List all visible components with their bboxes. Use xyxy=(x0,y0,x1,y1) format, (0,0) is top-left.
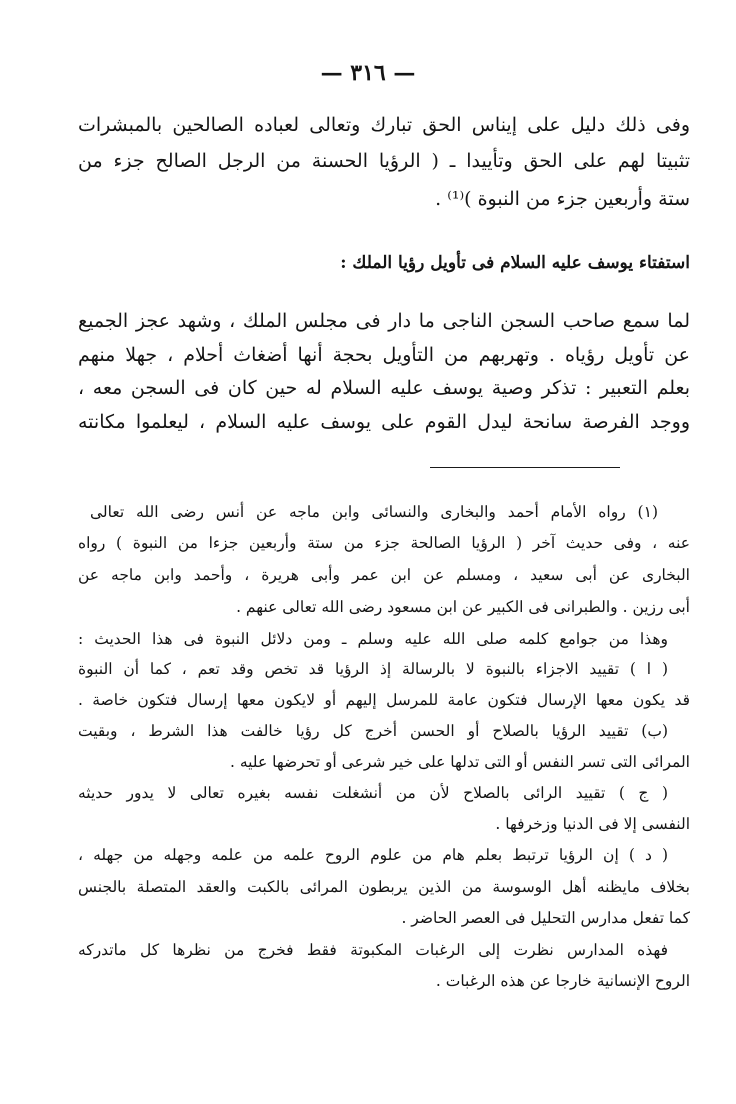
footnote-line: فهذه المدارس نظرت إلى الرغبات المكبوتة فقط فخرج من نظرها كل ماتدركه xyxy=(78,941,668,959)
body-line: ووجد الفرصة سانحة ليدل القوم على يوسف عليه السلام ، ليعلموا مكانته xyxy=(78,411,690,433)
page-number: — ٣١٦ — xyxy=(320,60,416,86)
footnote-line: المرائى التى تسر النفس أو التى تدلها على خير شرعى أو تحرضها عليه . xyxy=(229,753,690,771)
footnote-line: قد يكون معها الإرسال فتكون عامة للمرسل إليهم أو لايكون معها إرسال فتكون خاصة . xyxy=(78,691,690,709)
footnote-line: أبى رزين . والطبرانى فى الكبير عن ابن مسعود رضى الله تعالى عنهم . xyxy=(236,598,690,616)
body-line: لما سمع صاحب السجن الناجى ما دار فى مجلس الملك ، وشهد عجز الجميع xyxy=(78,310,690,332)
footnote-line: بخلاف مايظنه أهل الوسوسة من الذين يربطون المرائى بالكبت والعقد المتصلة بالجنس xyxy=(78,878,690,896)
footnote-separator xyxy=(430,467,620,468)
footnote-line: ( ج ) تقييد الرائى بالصلاح لأن من أنشغلت نفسه بغيره تعالى لا يدور حديثه xyxy=(78,784,668,802)
footnote-line: ( د ) إن الرؤيا ترتبط بعلم هام من علوم الروح علمه من علمه وجهله من جهله ، xyxy=(78,846,668,864)
footnote-line: البخارى عن أبى سعيد ، ومسلم عن ابن عمر وأبى هريرة ، وأحمد وابن ماجه عن xyxy=(78,566,690,584)
footnote-line: عنه ، وفى حديث آخر ( الرؤيا الصالحة جزء من ستة وأربعين جزءا من النبوة ) رواه xyxy=(78,534,690,552)
footnote-line: (ب) تقييد الرؤيا بالصلاح أو الحسن أخرج كل رؤيا خالفت هذا الشرط ، وبقيت xyxy=(78,722,668,740)
body-line: وفى ذلك دليل على إيناس الحق تبارك وتعالى لعباده الصالحين بالمبشرات xyxy=(78,114,690,136)
body-line: ستة وأربعين جزء من النبوة )⁽¹⁾ . xyxy=(435,188,690,210)
footnote-line: الروح الإنسانية خارجا عن هذه الرغبات . xyxy=(435,972,690,990)
body-line: بعلم التعبير : تذكر وصية يوسف عليه السلام له حين كان فى السجن معه ، xyxy=(78,377,690,399)
footnote-line: (١) رواه الأمام أحمد والبخارى والنسائى وابن ماجه عن أنس رضى الله تعالى xyxy=(90,503,658,521)
body-line: تثبيتا لهم على الحق وتأييدا ـ ( الرؤيا الحسنة من الرجل الصالح جزء من xyxy=(78,150,690,172)
section-heading: استفتاء يوسف عليه السلام فى تأويل رؤيا الملك : xyxy=(340,253,690,273)
footnote-line: ( ا ) تقييد الاجزاء بالنبوة لا بالرسالة إذ الرؤيا قد تخص وقد تعم ، كما أن النبوة xyxy=(78,660,668,678)
footnote-line: النفسى إلا فى الدنيا وزخرفها . xyxy=(495,815,690,833)
body-line: عن تأويل رؤياه . وتهربهم من التأويل بحجة أنها أضغاث أحلام ، جهلا منهم xyxy=(78,344,690,366)
footnote-line: كما تفعل مدارس التحليل فى العصر الحاضر . xyxy=(401,909,690,927)
footnote-line: وهذا من جوامع كلمه صلى الله عليه وسلم ـ ومن دلائل النبوة فى هذا الحديث : xyxy=(78,630,668,648)
